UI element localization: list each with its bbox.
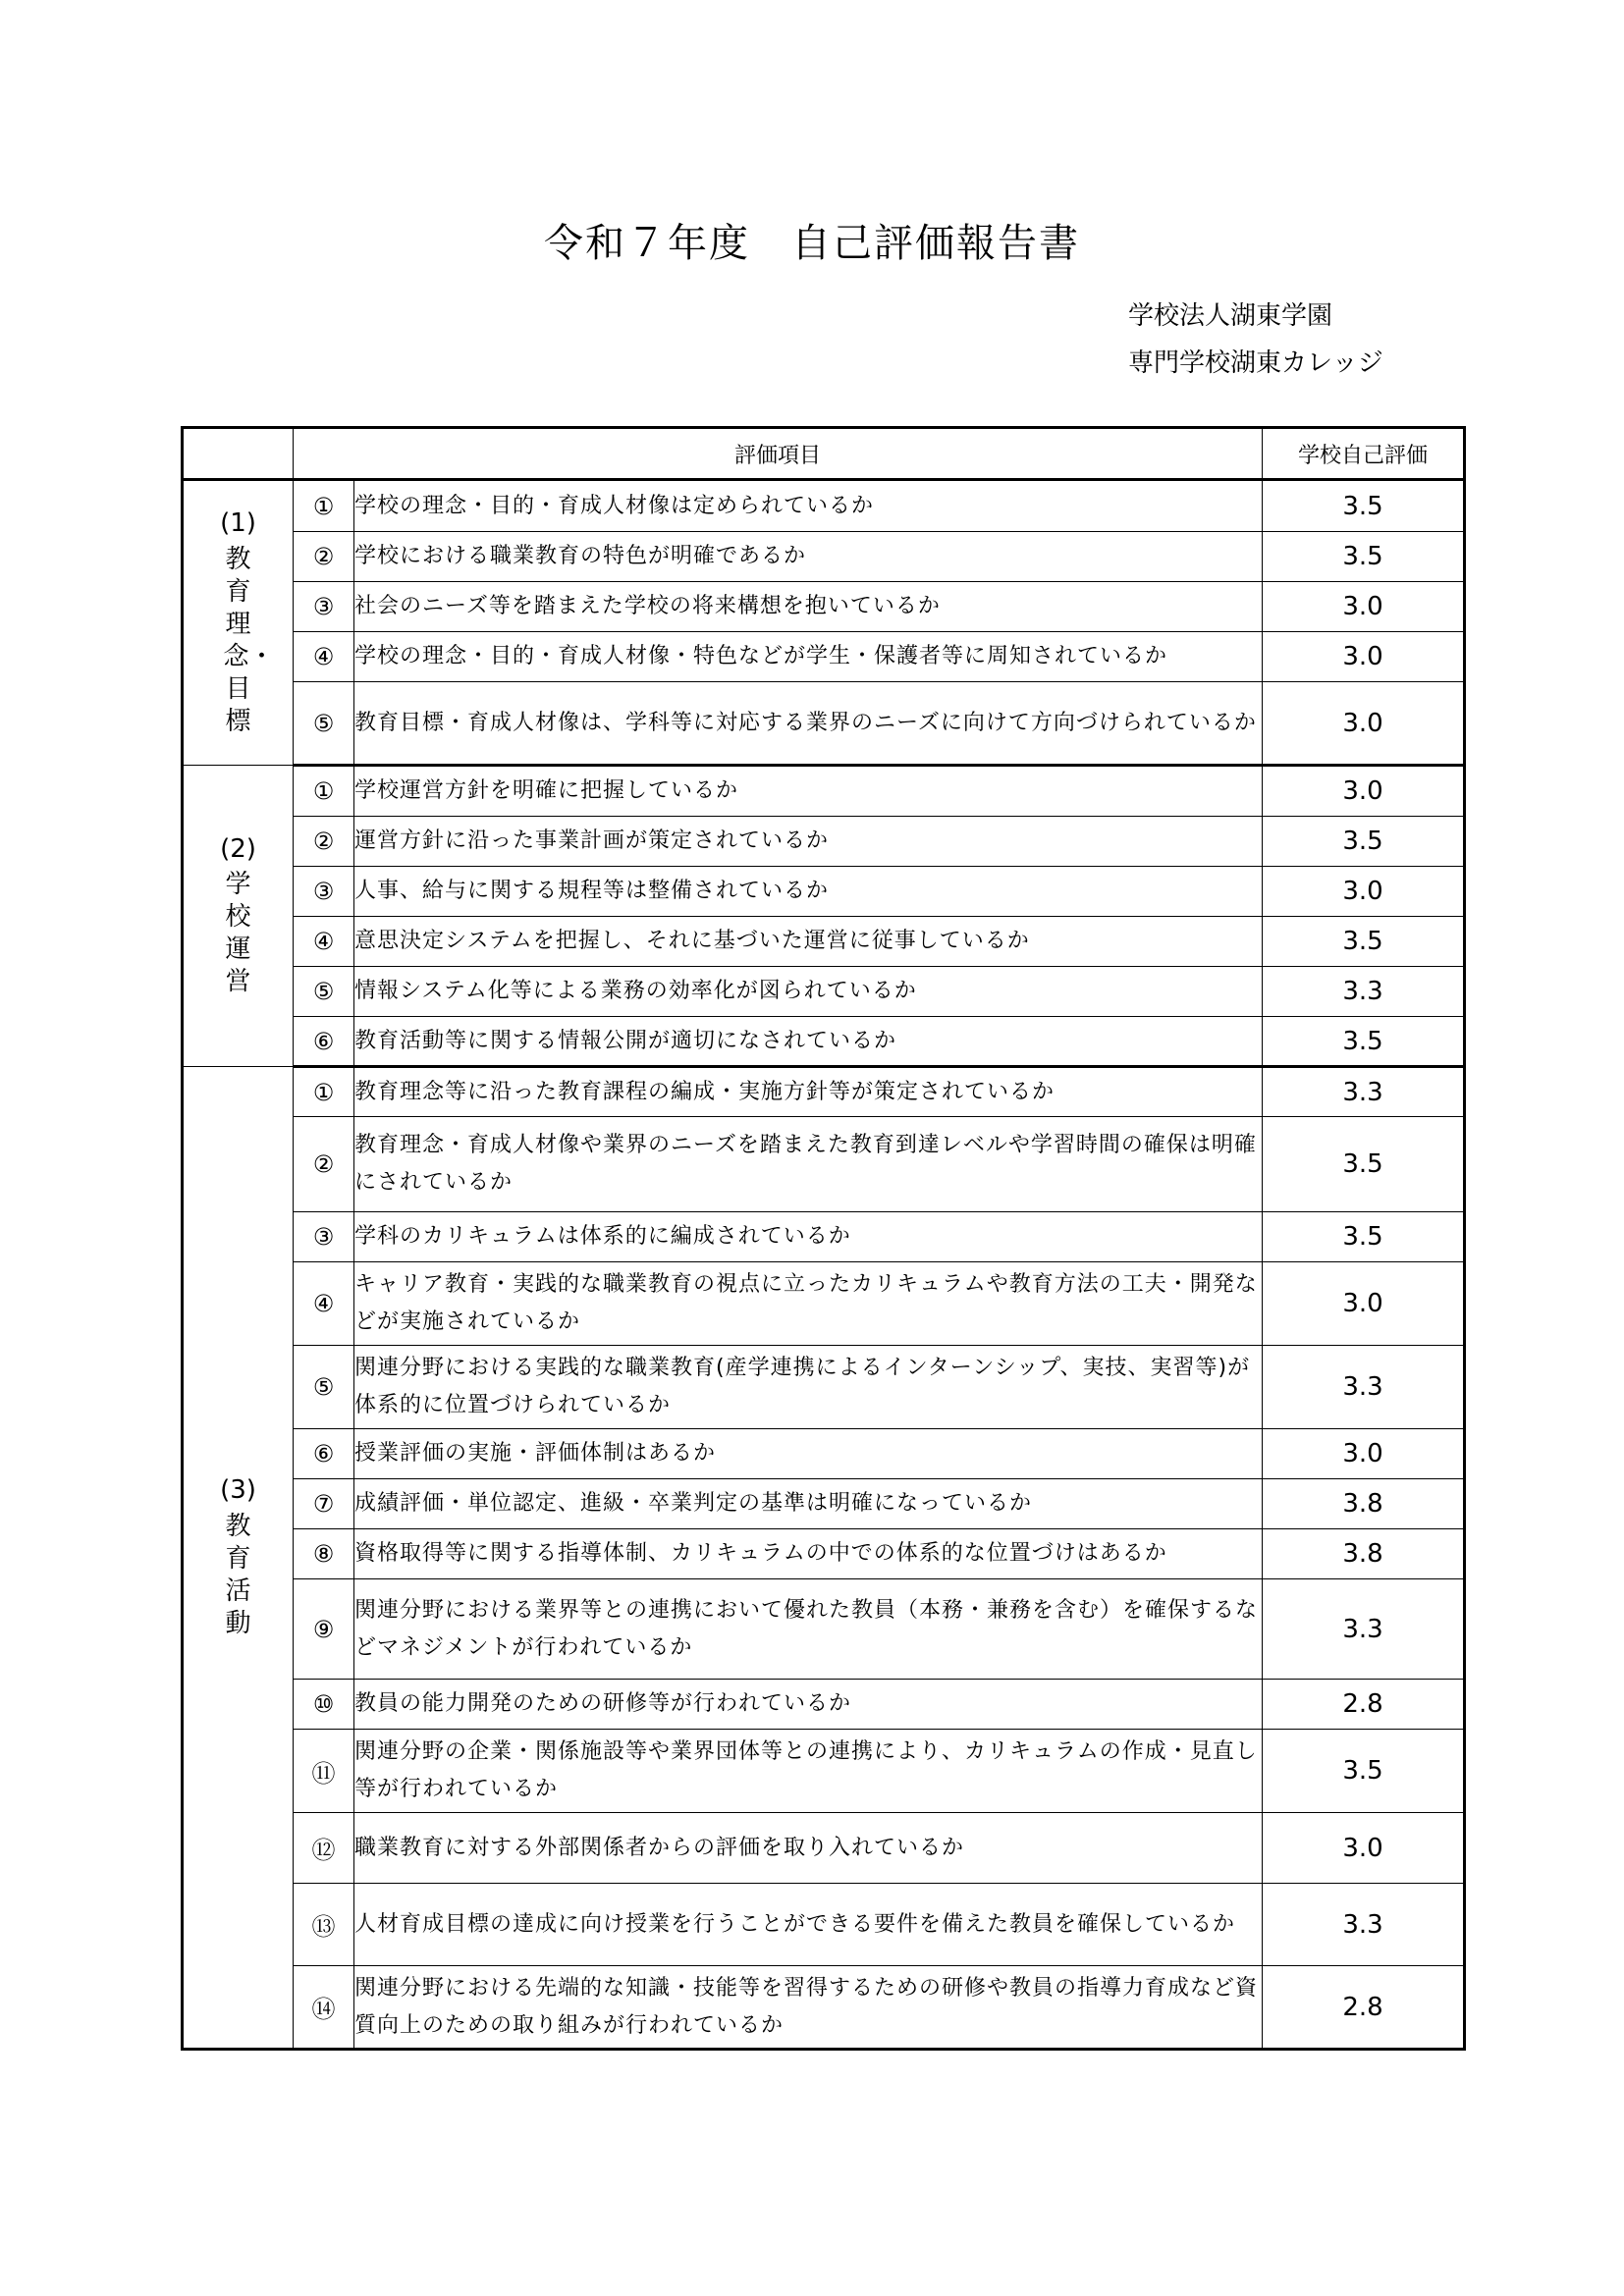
item-number: ①	[294, 480, 354, 532]
item-score: 3.3	[1263, 1067, 1465, 1117]
category-number: (3)	[220, 1475, 256, 1506]
item-number: ③	[294, 1212, 354, 1262]
evaluation-table	[181, 426, 1466, 2051]
item-score: 3.5	[1263, 1730, 1465, 1813]
item-number: ⑫	[294, 1813, 354, 1884]
item-text: 教育理念等に沿った教育課程の編成・実施方針等が策定されているか	[354, 1067, 1263, 1117]
item-number: ⑨	[294, 1579, 354, 1680]
item-text: 教員の能力開発のための研修等が行われているか	[354, 1680, 1263, 1730]
table-row	[183, 867, 1465, 917]
category-number: (2)	[220, 833, 256, 864]
item-score: 3.3	[1263, 1884, 1465, 1966]
table-row	[183, 1579, 1465, 1680]
item-text: 教育活動等に関する情報公開が適切になされているか	[354, 1017, 1263, 1067]
item-number: ①	[294, 766, 354, 817]
item-text: 学科のカリキュラムは体系的に編成されているか	[354, 1212, 1263, 1262]
item-number: ④	[294, 1262, 354, 1346]
header-score: 学校自己評価	[1263, 428, 1465, 480]
item-text: 運営方針に沿った事業計画が策定されているか	[354, 817, 1263, 867]
item-score: 3.5	[1263, 917, 1465, 967]
item-score: 3.5	[1263, 480, 1465, 532]
org-name-corporation: 学校法人湖東学園	[1128, 301, 1333, 331]
item-number: ②	[294, 532, 354, 582]
item-text: 教育理念・育成人材像や業界のニーズを踏まえた教育到達レベルや学習時間の確保は明確にされているか	[354, 1117, 1263, 1212]
org-name-school: 専門学校湖東カレッジ	[1128, 348, 1383, 378]
table-row	[183, 1813, 1465, 1884]
item-number: ⑭	[294, 1966, 354, 2050]
item-number: ②	[294, 1117, 354, 1212]
table-row	[183, 1346, 1465, 1429]
table-row	[183, 1117, 1465, 1212]
item-score: 3.0	[1263, 1429, 1465, 1479]
item-text: 関連分野における実践的な職業教育(産学連携によるインターンシップ、実技、実習等)が体系的に位置づけられているか	[354, 1346, 1263, 1429]
table-body	[183, 480, 1465, 2050]
category-label: 教育理念・目標	[223, 544, 275, 736]
item-text: 社会のニーズ等を踏まえた学校の将来構想を抱いているか	[354, 582, 1263, 632]
item-score: 3.8	[1263, 1529, 1465, 1579]
item-score: 3.3	[1263, 1579, 1465, 1680]
item-text: 職業教育に対する外部関係者からの評価を取り入れているか	[354, 1813, 1263, 1884]
table-row	[183, 1212, 1465, 1262]
item-score: 3.3	[1263, 967, 1465, 1017]
item-number: ①	[294, 1067, 354, 1117]
item-text: 関連分野の企業・関係施設等や業界団体等との連携により、カリキュラムの作成・見直し等が行われているか	[354, 1730, 1263, 1813]
category-cell	[183, 766, 294, 1067]
table-row	[183, 967, 1465, 1017]
category-label: 教育活動	[225, 1511, 251, 1638]
item-score: 3.5	[1263, 817, 1465, 867]
item-number: ④	[294, 632, 354, 682]
item-number: ⑩	[294, 1680, 354, 1730]
category-cell	[183, 1067, 294, 2050]
table-row	[183, 1730, 1465, 1813]
table-row	[183, 682, 1465, 766]
item-score: 3.5	[1263, 1017, 1465, 1067]
item-number: ⑤	[294, 682, 354, 766]
item-text: 関連分野における業界等との連携において優れた教員（本務・兼務を含む）を確保するなどマネジメントが行われているか	[354, 1579, 1263, 1680]
item-text: 人材育成目標の達成に向け授業を行うことができる要件を備えた教員を確保しているか	[354, 1884, 1263, 1966]
item-score: 3.3	[1263, 1346, 1465, 1429]
item-number: ⑤	[294, 1346, 354, 1429]
table-row	[183, 1884, 1465, 1966]
item-score: 3.5	[1263, 532, 1465, 582]
item-text: 資格取得等に関する指導体制、カリキュラムの中での体系的な位置づけはあるか	[354, 1529, 1263, 1579]
item-number: ⑬	[294, 1884, 354, 1966]
category-label: 学校運営	[225, 870, 251, 997]
item-score: 2.8	[1263, 1966, 1465, 2050]
item-number: ③	[294, 582, 354, 632]
item-text: 人事、給与に関する規程等は整備されているか	[354, 867, 1263, 917]
item-text: キャリア教育・実践的な職業教育の視点に立ったカリキュラムや教育方法の工夫・開発などが実施されているか	[354, 1262, 1263, 1346]
table-row	[183, 1262, 1465, 1346]
item-text: 授業評価の実施・評価体制はあるか	[354, 1429, 1263, 1479]
table-row	[183, 817, 1465, 867]
table-row	[183, 1966, 1465, 2050]
item-score: 3.0	[1263, 682, 1465, 766]
table-row	[183, 1017, 1465, 1067]
item-text: 関連分野における先端的な知識・技能等を習得するための研修や教員の指導力育成など資質向上のための取り組みが行われているか	[354, 1966, 1263, 2050]
table-header-row	[183, 428, 1465, 480]
table-row	[183, 532, 1465, 582]
item-text: 学校における職業教育の特色が明確であるか	[354, 532, 1263, 582]
table-row	[183, 917, 1465, 967]
item-number: ⑥	[294, 1429, 354, 1479]
item-score: 3.8	[1263, 1479, 1465, 1529]
table-row	[183, 1067, 1465, 1117]
item-number: ②	[294, 817, 354, 867]
item-number: ⑥	[294, 1017, 354, 1067]
table-row	[183, 632, 1465, 682]
table-row	[183, 1479, 1465, 1529]
item-number: ⑦	[294, 1479, 354, 1529]
item-text: 成績評価・単位認定、進級・卒業判定の基準は明確になっているか	[354, 1479, 1263, 1529]
table-row	[183, 1429, 1465, 1479]
item-score: 2.8	[1263, 1680, 1465, 1730]
item-number: ⑤	[294, 967, 354, 1017]
item-number: ⑧	[294, 1529, 354, 1579]
item-score: 3.5	[1263, 1212, 1465, 1262]
item-score: 3.0	[1263, 766, 1465, 817]
item-score: 3.0	[1263, 582, 1465, 632]
item-number: ⑪	[294, 1730, 354, 1813]
header-item: 評価項目	[294, 428, 1263, 480]
item-score: 3.5	[1263, 1117, 1465, 1212]
page-title: 令和７年度 自己評価報告書	[544, 221, 1080, 266]
item-number: ④	[294, 917, 354, 967]
item-score: 3.0	[1263, 1813, 1465, 1884]
item-score: 3.0	[1263, 632, 1465, 682]
item-number: ③	[294, 867, 354, 917]
table-row	[183, 480, 1465, 532]
table-row	[183, 582, 1465, 632]
item-score: 3.0	[1263, 1262, 1465, 1346]
item-text: 学校の理念・目的・育成人材像・特色などが学生・保護者等に周知されているか	[354, 632, 1263, 682]
item-text: 教育目標・育成人材像は、学科等に対応する業界のニーズに向けて方向づけられているか	[354, 682, 1263, 766]
header-blank-cell	[183, 428, 294, 480]
item-text: 学校運営方針を明確に把握しているか	[354, 766, 1263, 817]
category-cell	[183, 480, 294, 766]
table-row	[183, 766, 1465, 817]
item-text: 意思決定システムを把握し、それに基づいた運営に従事しているか	[354, 917, 1263, 967]
item-score: 3.0	[1263, 867, 1465, 917]
table-row	[183, 1529, 1465, 1579]
item-text: 情報システム化等による業務の効率化が図られているか	[354, 967, 1263, 1017]
item-text: 学校の理念・目的・育成人材像は定められているか	[354, 480, 1263, 532]
category-number: (1)	[220, 508, 256, 539]
table-row	[183, 1680, 1465, 1730]
